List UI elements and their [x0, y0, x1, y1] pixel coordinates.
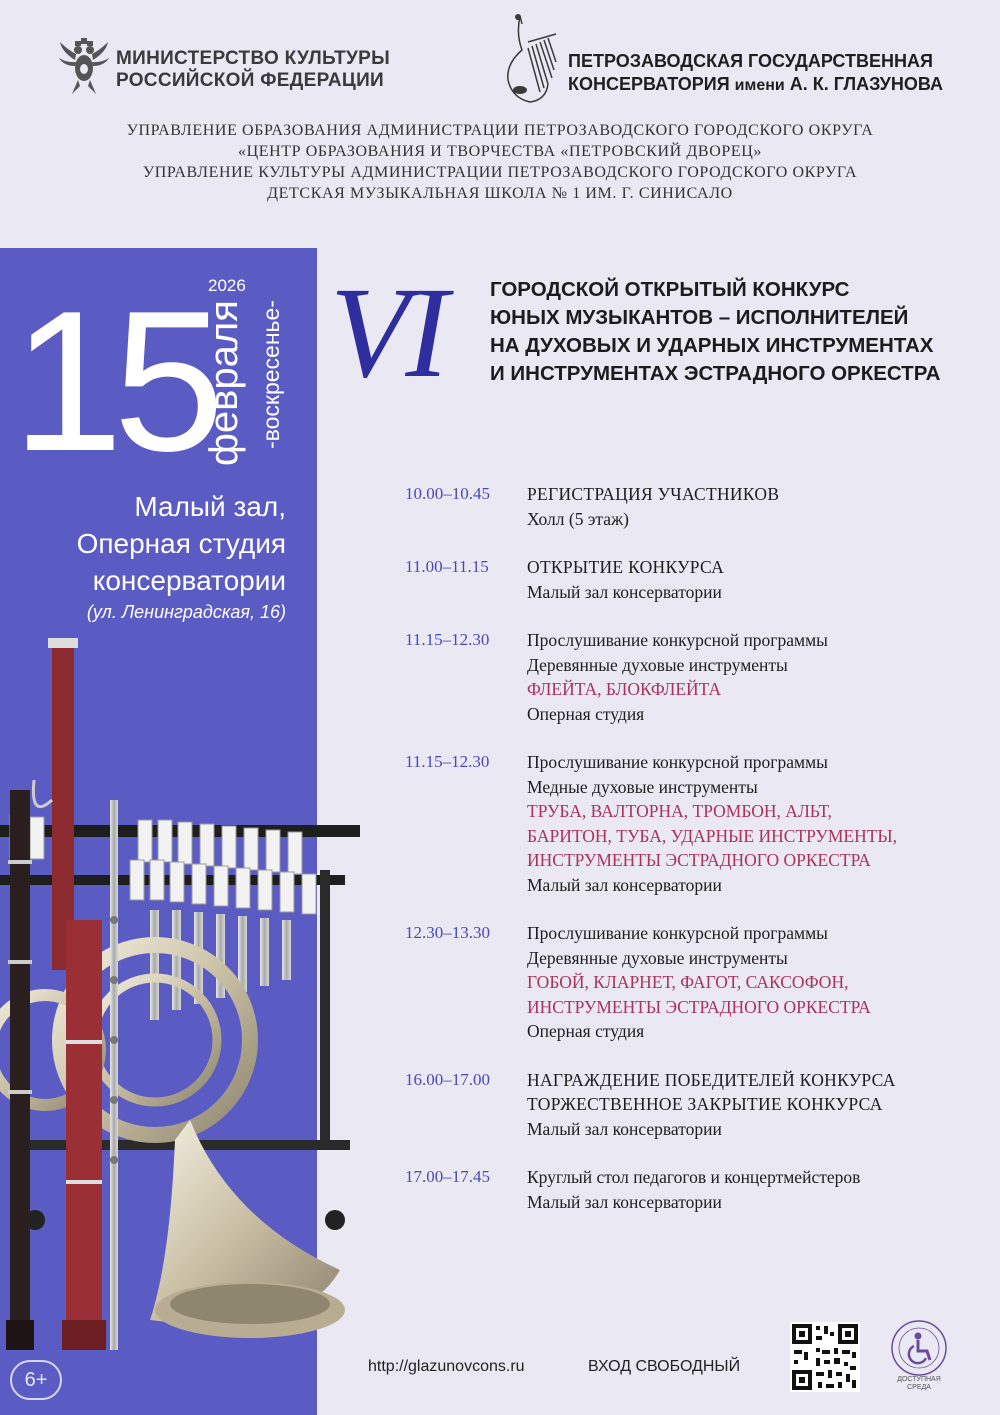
schedule-line: ОТКРЫТИЕ КОНКУРСА	[527, 557, 725, 577]
schedule-item	[405, 482, 990, 531]
schedule-line: Малый зал консерватории	[527, 874, 722, 895]
schedule-line: Холл (5 этаж)	[527, 508, 629, 529]
schedule-line: Прослушивание конкурсной программы	[527, 923, 828, 943]
schedule-time: 12.30–13.30	[405, 923, 490, 942]
schedule-time: 11.15–12.30	[405, 630, 490, 649]
schedule-time: 10.00–10.45	[405, 484, 490, 503]
schedule-instruments: ТРУБА, ВАЛТОРНА, ТРОМБОН, АЛЬТ,	[527, 801, 832, 821]
schedule-line: ТОРЖЕСТВЕННОЕ ЗАКРЫТИЕ КОНКУРСА	[527, 1094, 883, 1114]
schedule-line: Оперная студия	[527, 703, 645, 724]
organizer-line: УПРАВЛЕНИЕ ОБРАЗОВАНИЯ АДМИНИСТРАЦИИ ПЕТРОЗАВОДСКОГО ГОРОДСКОГО ОКРУГА	[126, 122, 874, 139]
venue-line-1: Малый зал,	[134, 491, 286, 522]
schedule-details	[527, 1165, 860, 1214]
organizers-block	[0, 120, 1000, 204]
schedule-details	[527, 482, 779, 531]
accessibility-logo	[884, 1318, 954, 1398]
schedule-line: Прослушивание конкурсной программы	[527, 630, 828, 650]
conservatory-line-1: ПЕТРОЗАВОДСКАЯ ГОСУДАРСТВЕННАЯ	[568, 51, 933, 71]
conservatory-name	[568, 50, 943, 97]
organizer-line: «ЦЕНТР ОБРАЗОВАНИЯ И ТВОРЧЕСТВА «ПЕТРОВСКИЙ ДВОРЕЦ»	[237, 143, 762, 160]
schedule-instruments: БАРИТОН, ТУБА, УДАРНЫЕ ИНСТРУМЕНТЫ,	[527, 825, 898, 846]
schedule-line: Оперная студия	[527, 1021, 645, 1041]
event-venue	[20, 488, 286, 599]
schedule-item	[405, 628, 990, 726]
schedule-line: РЕГИСТРАЦИЯ УЧАСТНИКОВ	[527, 484, 780, 504]
coat-of-arms-icon	[58, 38, 110, 96]
schedule-line: Малый зал консерватории	[527, 1118, 722, 1139]
age-rating-badge: 6+	[10, 1360, 62, 1400]
schedule-instruments: ФЛЕЙТА, БЛОКФЛЕЙТА	[527, 679, 722, 699]
schedule-instruments: ИНСТРУМЕНТЫ ЭСТРАДНОГО ОРКЕСТРА	[527, 850, 871, 870]
schedule-line: Малый зал консерватории	[527, 1191, 722, 1212]
organizer-line: ДЕТСКАЯ МУЗЫКАЛЬНАЯ ШКОЛА № 1 ИМ. Г. СИНИСАЛО	[267, 185, 733, 202]
schedule-time: 16.00–17.00	[405, 1069, 490, 1089]
schedule-line: Деревянные духовые инструменты	[527, 654, 788, 675]
schedule-instruments: ИНСТРУМЕНТЫ ЭСТРАДНОГО ОРКЕСТРА	[527, 996, 871, 1017]
schedule-item	[405, 555, 990, 604]
conservatory-logo	[498, 14, 968, 106]
schedule-item	[405, 1165, 990, 1214]
conservatory-line-2: КОНСЕРВАТОРИЯ имени А. К. ГЛАЗУНОВА	[568, 74, 943, 94]
title-line-2: ЮНЫХ МУЗЫКАНТОВ – ИСПОЛНИТЕЛЕЙ	[490, 306, 909, 329]
schedule-line: Медные духовые инструменты	[527, 776, 758, 797]
schedule-details	[527, 628, 828, 726]
event-weekday: -воскресенье-	[258, 300, 284, 449]
schedule-item	[405, 921, 990, 1044]
schedule-line: Деревянные духовые инструменты	[527, 947, 788, 968]
title-line-1: ГОРОДСКОЙ ОТКРЫТЫЙ КОНКУРС	[490, 278, 850, 301]
schedule-time: 11.15–12.30	[405, 752, 490, 771]
schedule-item	[405, 1068, 990, 1142]
edition-numeral: VI	[330, 261, 445, 405]
schedule-line: Малый зал консерватории	[527, 581, 722, 602]
title-line-4: И ИНСТРУМЕНТАХ ЭСТРАДНОГО ОРКЕСТРА	[490, 362, 941, 385]
schedule-line: Круглый стол педагогов и концертмейстеров	[527, 1167, 861, 1187]
title-line-3: НА ДУХОВЫХ И УДАРНЫХ ИНСТРУМЕНТАХ	[490, 334, 934, 357]
accessibility-label: ДОСТУПНАЯ СРЕДА	[897, 1376, 941, 1391]
lyre-icon	[498, 14, 560, 106]
event-month: февраля	[202, 300, 246, 466]
schedule-details	[527, 1068, 896, 1142]
ministry-logo	[58, 38, 418, 98]
website-link[interactable]: http://glazunovcons.ru	[368, 1358, 525, 1375]
event-day: 15	[12, 270, 215, 493]
event-year: 2026	[208, 276, 246, 295]
schedule-details	[527, 555, 724, 604]
schedule-line: НАГРАЖДЕНИЕ ПОБЕДИТЕЛЕЙ КОНКУРСА	[527, 1069, 896, 1090]
free-entry-label: ВХОД СВОБОДНЫЙ	[588, 1358, 741, 1375]
schedule-time: 11.00–11.15	[405, 557, 489, 576]
organizer-line: УПРАВЛЕНИЕ КУЛЬТУРЫ АДМИНИСТРАЦИИ ПЕТРОЗАВОДСКОГО ГОРОДСКОГО ОКРУГА	[142, 164, 858, 181]
venue-line-2: Оперная студия	[76, 528, 286, 559]
venue-line-3: консерватории	[92, 565, 286, 596]
schedule-item	[405, 750, 990, 897]
event-title	[490, 276, 990, 388]
ministry-name	[116, 48, 390, 92]
instruments-illustration	[0, 620, 380, 1355]
schedule-line: Прослушивание конкурсной программы	[527, 752, 828, 772]
wheelchair-icon	[884, 1318, 954, 1378]
schedule-details	[527, 750, 897, 897]
schedule	[405, 482, 990, 1238]
schedule-details	[527, 921, 871, 1044]
schedule-instruments: ГОБОЙ, КЛАРНЕТ, ФАГОТ, САКСОФОН,	[527, 972, 849, 992]
schedule-time: 17.00–17.45	[405, 1167, 490, 1186]
qr-code-icon[interactable]	[790, 1322, 860, 1392]
ministry-line-1: МИНИСТЕРСТВО КУЛЬТУРЫ	[116, 48, 390, 69]
venue-address: (ул. Ленинградская, 16)	[86, 602, 286, 622]
ministry-line-2: РОССИЙСКОЙ ФЕДЕРАЦИИ	[116, 70, 385, 91]
